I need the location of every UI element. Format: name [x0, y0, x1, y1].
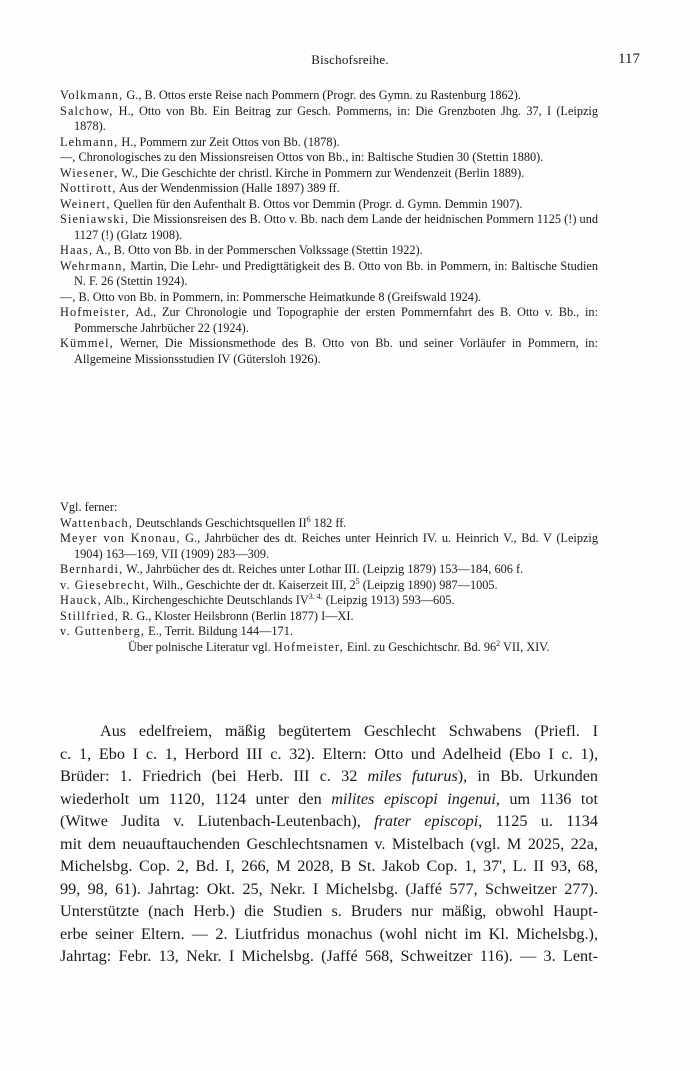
body-line — [60, 833, 598, 856]
body-text: c. 1, Ebo I c. 1, Herbord III c. 32). Eltern: Otto und Adelheid (Ebo I c. 1), — [60, 744, 598, 763]
body-text: Brüder: 1. Friedrich (bei Herb. III c. 32 — [60, 767, 368, 785]
bib-text: G., Jahrbücher des dt. Reiches unter Heinrich IV. u. Heinrich V., Bd. V (Leipzig 1904) 163—169, VII (1909) 283—309. — [74, 531, 598, 561]
bib-entry-giesebrecht — [60, 578, 598, 594]
body-text: 99, 98, 61). Jahrtag: Okt. 25, Nekr. I Michelsbg. (Jaffé 577, Schweitzer 277). — [60, 879, 598, 898]
bib-text: Martin, Die Lehr- und Predigttätigkeit des B. Otto von Bb. in Pommern, in: Baltische Studien N. F. 26 (Stettin 1924). — [74, 258, 598, 288]
biography-paragraph — [60, 720, 598, 968]
bib-entry — [60, 88, 598, 104]
bib-entry — [60, 104, 598, 135]
bib-author: Bernhardi, — [60, 562, 124, 576]
body-line — [60, 788, 598, 811]
body-text: , 1125 u. 1134 — [478, 812, 598, 830]
bib-text: Quellen für den Aufenthalt B. Ottos vor Demmin (Progr. d. Gymn. Demmin 1907). — [110, 196, 523, 211]
further-literature — [60, 500, 598, 655]
bib-author: Weinert, — [60, 196, 111, 211]
body-line — [60, 945, 598, 968]
bib-text: Deutschlands Geschichtsquellen II — [132, 515, 307, 530]
bib-text: 182 ff. — [310, 515, 347, 530]
bib-author: Lehmann, — [60, 134, 119, 149]
bibliography-list — [60, 88, 598, 367]
bib-entry-hauck — [60, 593, 598, 609]
body-text: Jahrtag: Febr. 13, Nekr. I Michelsbg. (Jaffé 568, Schweitzer 116). — 3. Lent- — [60, 947, 598, 965]
bib-entry — [60, 243, 598, 259]
bib-entry-stillfried — [60, 609, 598, 625]
bib-note-polish-literature — [60, 640, 598, 656]
note-text: Über polnische Literatur vgl. — [128, 639, 274, 654]
bib-entry-guttenberg — [60, 624, 598, 640]
body-text: wiederholt um 1120, 1124 unter den — [60, 789, 332, 808]
bib-author: Hofmeister, — [60, 305, 130, 319]
body-text: , um 1136 tot — [495, 789, 598, 808]
latin-term: milites episcopi ingenui — [331, 789, 496, 808]
page-header — [60, 52, 640, 72]
bib-entry — [60, 259, 598, 290]
bib-author: Kümmel, — [60, 336, 114, 350]
bib-author: Haas, — [60, 243, 94, 257]
body-text: Aus edelfreiem, mäßig begütertem Geschlecht Schwabens (Priefl. I — [100, 722, 598, 740]
latin-term: frater episcopi — [374, 812, 479, 830]
body-line — [60, 765, 598, 788]
bib-text: Aus der Wendenmission (Halle 1897) 389 ff. — [116, 181, 340, 195]
bib-entry — [60, 197, 598, 213]
bib-text: W., Die Geschichte der christl. Kirche in Pommern zur Wendenzeit (Berlin 1889). — [118, 165, 525, 180]
bib-text: Die Missionsreisen des B. Otto v. Bb. nach dem Lande der heidnischen Pommern 1125 (!) und 1127 (!) (Glatz 1908). — [74, 212, 598, 242]
edition-superscript: 6 — [306, 514, 311, 524]
body-line — [60, 900, 598, 923]
bib-text: E., Territ. Bildung 144—171. — [145, 624, 293, 638]
body-line — [60, 810, 598, 833]
bib-entry-meyer — [60, 531, 598, 562]
body-line — [60, 855, 598, 878]
bib-author: v. Guttenberg, — [60, 624, 146, 638]
note-text: Einl. zu Geschichtschr. Bd. 96 — [343, 639, 497, 654]
bib-text: Alb., Kirchengeschichte Deutschlands IV — [101, 593, 309, 607]
bib-text: —, B. Otto von Bb. in Pommern, in: Pommersche Heimatkunde 8 (Greifswald 1924). — [60, 289, 482, 304]
bib-author: Nottirott, — [60, 181, 117, 195]
body-text: erbe seiner Eltern. — 2. Liutfridus monachus (wohl nicht im Kl. Michelsbg.), — [60, 924, 598, 943]
bib-entry — [60, 336, 598, 367]
body-line — [60, 923, 598, 946]
bib-text: —, Chronologisches zu den Missionsreisen Ottos von Bb., in: Baltische Studien 30 (Stettin 1880). — [60, 150, 544, 164]
bib-entry — [60, 212, 598, 243]
body-line — [60, 878, 598, 901]
bib-entry — [60, 150, 598, 166]
body-line — [60, 743, 598, 766]
body-text: (Witwe Judita v. Liutenbach-Leutenbach), — [60, 812, 375, 830]
bib-text: Werner, Die Missionsmethode des B. Otto von Bb. und seiner Vorläufer in Pommern, in: Allgemeine Missionsstudien IV (Gütersloh 1926). — [74, 336, 598, 366]
bib-text: H., Pommern zur Zeit Ottos von Bb. (1878). — [118, 134, 340, 149]
bib-text: A., B. Otto von Bb. in der Pommerschen Volkssage (Stettin 1922). — [93, 243, 423, 257]
bib-text: (Leipzig 1890) 987—1005. — [359, 577, 498, 592]
bib-text: (Leipzig 1913) 593—605. — [322, 593, 455, 607]
body-text: Michelsbg. Cop. 2, Bd. I, 266, M 2028, B St. Jakob Cop. 1, 37', L. II 93, 68, — [60, 857, 598, 875]
edition-superscript: 5 — [355, 576, 360, 586]
page-number: 117 — [618, 51, 640, 67]
bib-text: Wilh., Geschichte der dt. Kaiserzeit III, 2 — [149, 577, 356, 592]
bib-entry — [60, 290, 598, 306]
bib-author: Meyer von Knonau, — [60, 531, 181, 545]
bib-author: Hauck, — [60, 593, 102, 607]
edition-superscript: 3. 4. — [308, 591, 323, 601]
bib-entry — [60, 135, 598, 151]
further-intro: Vgl. ferner: — [60, 500, 118, 514]
bib-author: Wiesener, — [60, 165, 119, 180]
body-text: Unterstützte (nach Herb.) die Studien s. Bruders nur mäßig, obwohl Haupt- — [60, 902, 598, 920]
bib-author: Stillfried, — [60, 608, 119, 623]
bib-entry — [60, 181, 598, 197]
latin-term: miles futurus — [367, 767, 458, 785]
body-text: ), in Bb. Urkunden — [457, 767, 599, 785]
bib-entry — [60, 166, 598, 182]
bib-text: W., Jahrbücher des dt. Reiches unter Lothar III. (Leipzig 1879) 153—184, 606 f. — [123, 562, 524, 576]
bib-author: Salchow, — [60, 103, 114, 118]
body-text: mit dem neuauftauchenden Geschlechtsnamen v. Mistelbach (vgl. M 2025, 22a, — [60, 834, 598, 853]
bib-author: Wattenbach, — [60, 515, 133, 530]
bib-author: Sieniawski, — [60, 212, 130, 226]
bib-text: R. G., Kloster Heilsbronn (Berlin 1877) I—XI. — [118, 608, 354, 623]
edition-superscript: 2 — [496, 638, 501, 648]
bib-text: Ad., Zur Chronologie und Topographie der ersten Pommernfahrt des B. Otto v. Bb., in: Pommersche Jahrbücher 22 (1924). — [74, 305, 598, 335]
note-text: VII, XIV. — [500, 639, 550, 654]
bib-author: Wehrmann, — [60, 258, 127, 273]
bib-text: G., B. Ottos erste Reise nach Pommern (Progr. des Gymn. zu Rastenburg 1862). — [123, 88, 521, 102]
bib-author: Hofmeister, — [273, 639, 344, 654]
bib-text: H., Otto von Bb. Ein Beitrag zur Gesch. Pommerns, in: Die Grenzboten Jhg. 37, I (Leipzig 1878). — [74, 103, 598, 133]
bib-author: v. Giesebrecht, — [60, 577, 150, 592]
bib-entry — [60, 305, 598, 336]
bib-entry-bernhardi — [60, 562, 598, 578]
body-line — [60, 720, 598, 743]
bib-entry-wattenbach — [60, 516, 598, 532]
running-title: Bischofsreihe. — [311, 52, 389, 67]
bib-author: Volkmann, — [60, 88, 124, 102]
